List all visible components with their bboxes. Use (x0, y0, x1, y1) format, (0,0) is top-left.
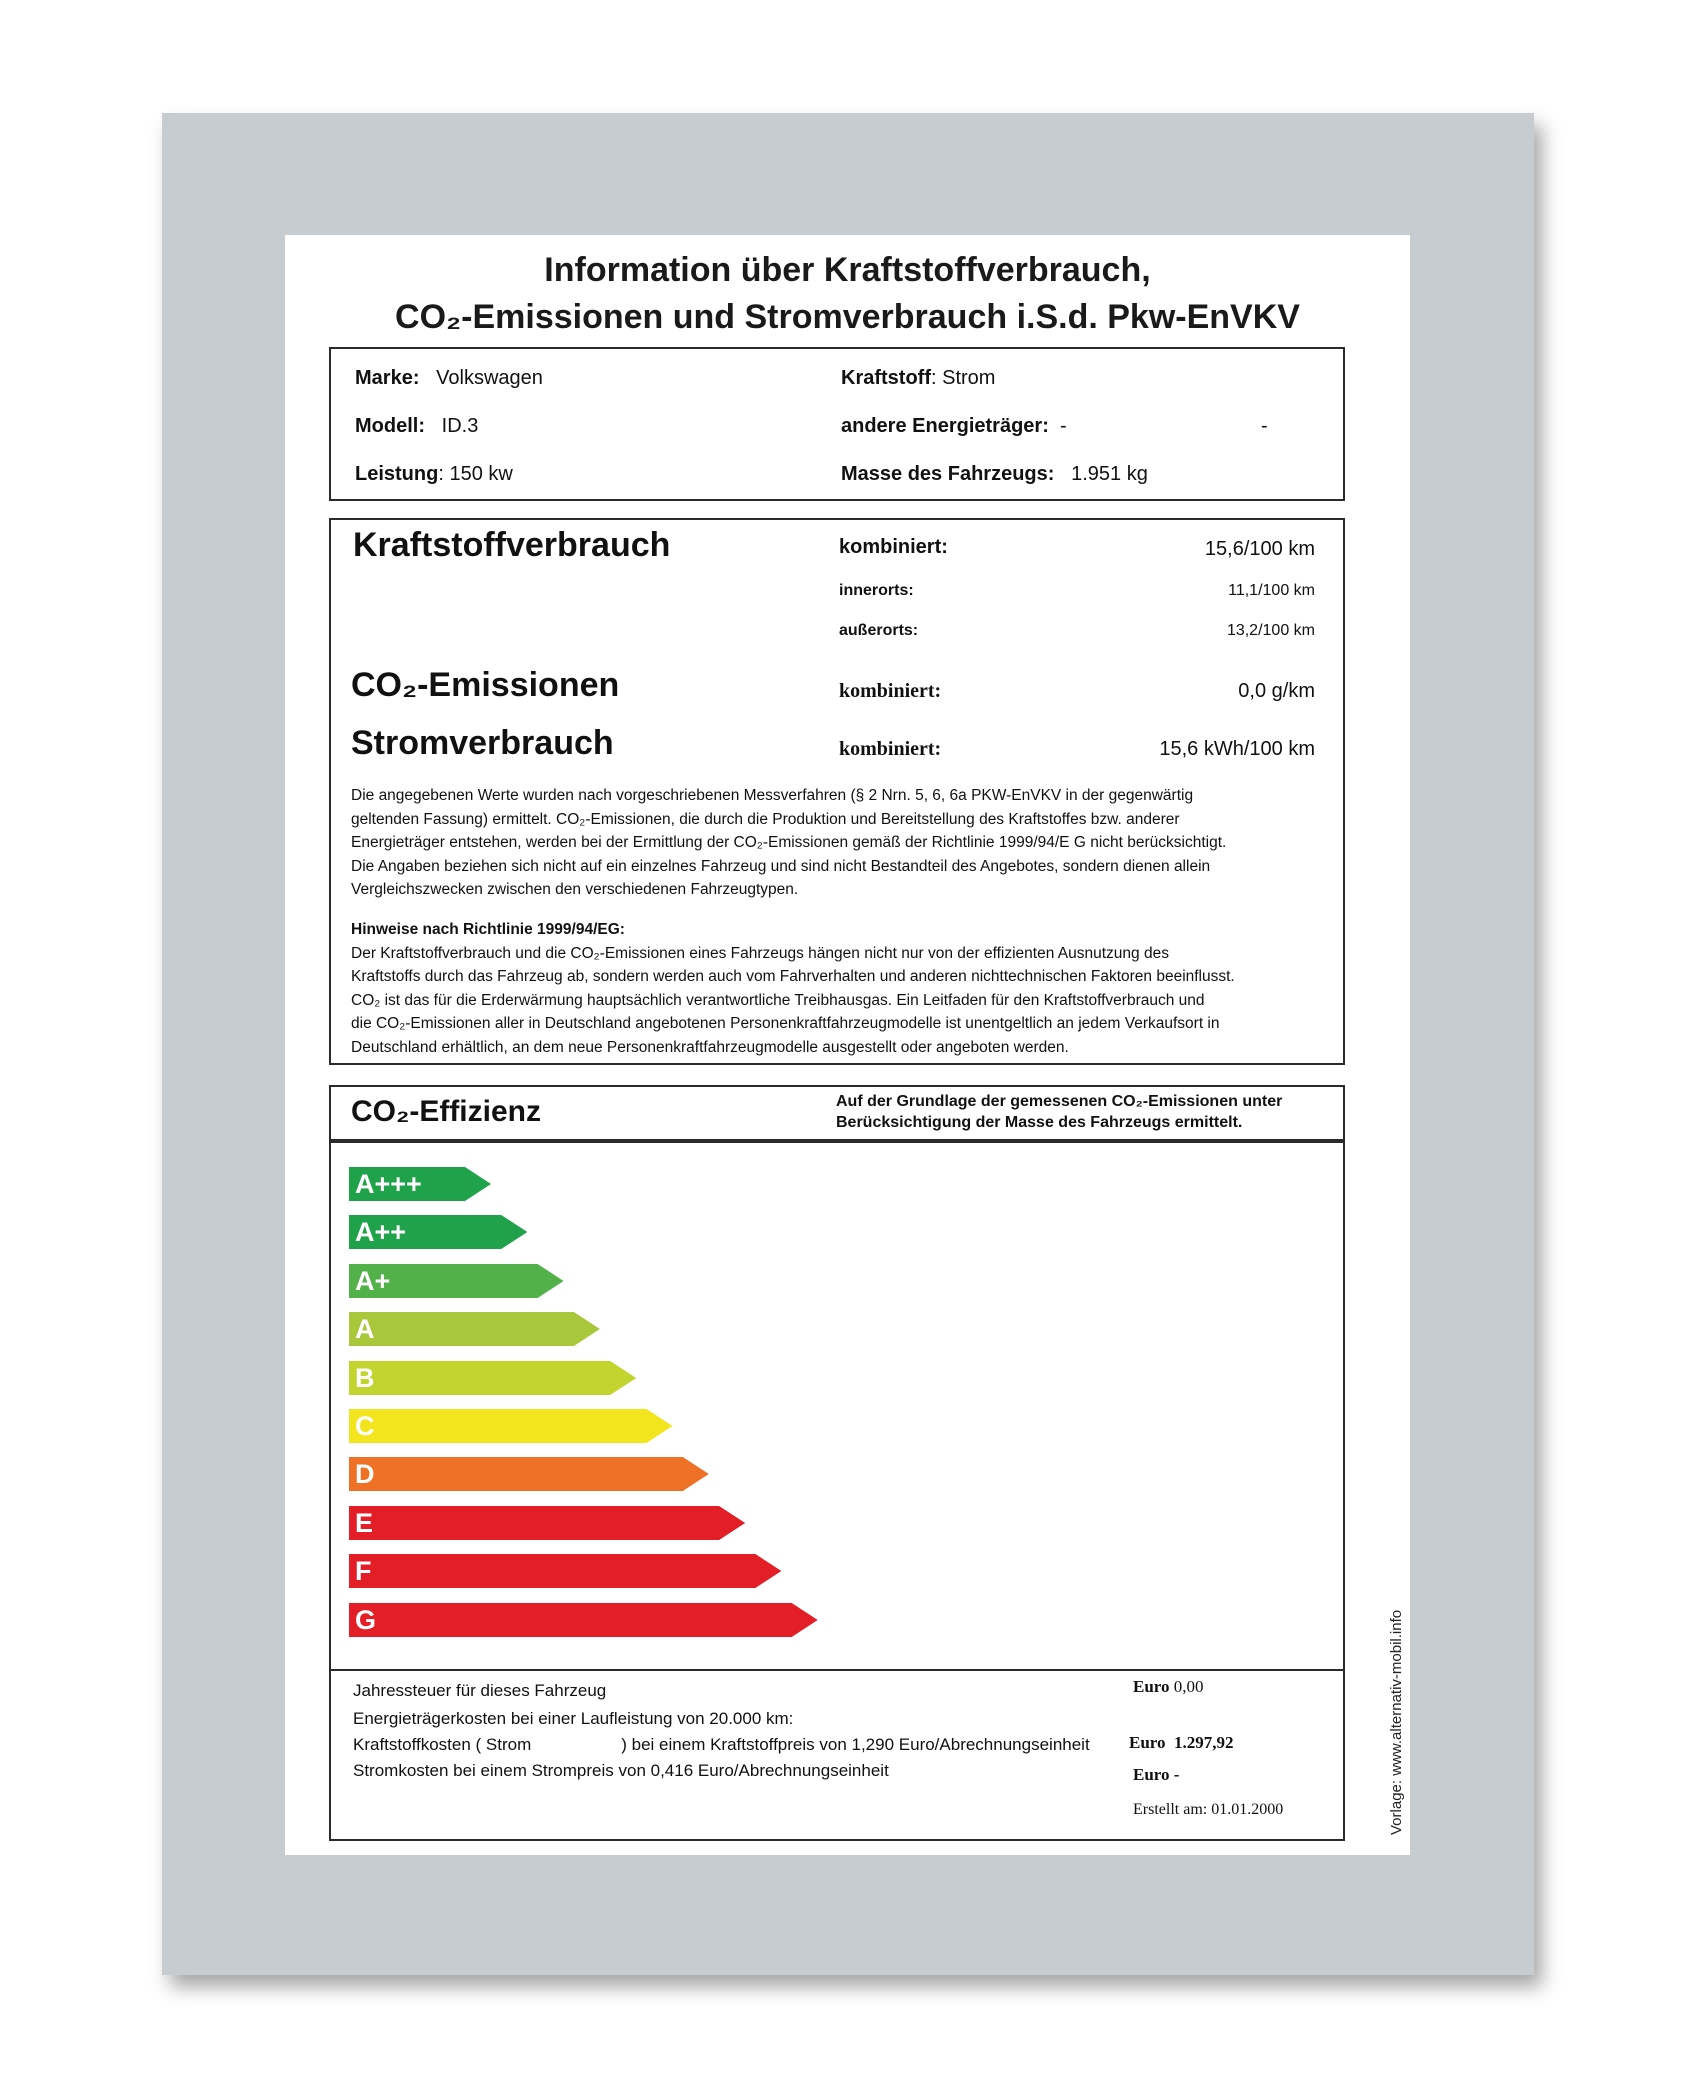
efficiency-arrow-shape (349, 1312, 600, 1346)
kraft-euro: Euro (1129, 1733, 1166, 1752)
note-line: Kraftstoffs durch das Fahrzeug ab, sondern werden auch vom Fahrverhalten und anderen nichttechnischen Faktoren beeinflusst. (351, 968, 1235, 985)
efficiency-class-b (349, 1361, 636, 1395)
kraftstoff-row (841, 367, 995, 390)
modell-row (355, 415, 478, 438)
efficiency-scale-box (329, 1141, 1345, 1671)
leistung-row (355, 463, 513, 486)
efficiency-class-aplusplusplus (349, 1167, 491, 1201)
efficiency-note-line-1: Auf der Grundlage der gemessenen CO₂-Emissionen unter (836, 1093, 1283, 1110)
kraftstoffkosten-label-b: ) bei einem Kraftstoffpreis von 1,290 Euro/Abrechnungseinheit (621, 1735, 1090, 1754)
ausserorts-label: außerorts: (839, 622, 919, 639)
efficiency-arrow-shape (349, 1603, 818, 1637)
efficiency-class-label: D (355, 1459, 375, 1490)
consumption-box (329, 518, 1345, 1065)
steuer-value: 0,00 (1173, 1677, 1204, 1696)
efficiency-arrow-fill (349, 1457, 709, 1491)
kraftstoffverbrauch-heading: Kraftstoffverbrauch (353, 526, 671, 564)
kraftstoff-label: Kraftstoff (841, 367, 931, 389)
kraft-value: 1.297,92 (1174, 1733, 1234, 1752)
modell-label: Modell: (355, 415, 425, 437)
steuer-euro: Euro (1133, 1677, 1170, 1696)
note-line: Die Angaben beziehen sich nicht auf ein einzelnes Fahrzeug und sind nicht Bestandteil des Angebotes, sondern dienen allein (351, 857, 1211, 875)
andere-value: - (1059, 415, 1067, 437)
kombiniert-value: 15,6/100 km (1204, 538, 1315, 560)
efficiency-class-label: B (355, 1362, 375, 1393)
costs-box (329, 1669, 1345, 1841)
leistung-label: Leistung (355, 463, 439, 485)
co2-kombiniert-label: kombiniert: (839, 680, 942, 702)
efficiency-class-label: A+ (355, 1265, 391, 1296)
marke-label: Marke: (355, 367, 420, 389)
kraftstoffkosten-label-a: Kraftstoffkosten ( Strom (353, 1735, 532, 1754)
note-line: Die angegebenen Werte wurden nach vorgeschriebenen Messverfahren (§ 2 Nrn. 5, 6, 6a PKW-EnVKV in der gegenwärtig (351, 787, 1194, 804)
kraftstoffkosten-amount (1129, 1733, 1234, 1753)
efficiency-note-line-2: Berücksichtigung der Masse des Fahrzeugs ermittelt. (836, 1114, 1243, 1131)
efficiency-class-label: G (355, 1604, 377, 1635)
note-line: Vergleichszwecken zwischen den verschiedenen Fahrzeugtypen. (351, 881, 799, 898)
efficiency-class-label: A (355, 1314, 375, 1345)
efficiency-class-aplus (349, 1264, 564, 1298)
efficiency-arrow-fill (349, 1361, 636, 1395)
note-line: die CO₂-Emissionen aller in Deutschland angebotenen Personenkraftfahrzeugmodelle ist unentgeltlich an jedem Verkaufsort in (351, 1015, 1220, 1032)
efficiency-class-label: E (355, 1507, 374, 1538)
hinweis-heading: Hinweise nach Richtlinie 1999/94/EG: (351, 921, 625, 938)
page-title (285, 247, 1410, 341)
strom-kombiniert-label: kombiniert: (839, 738, 942, 760)
efficiency-header-box (329, 1085, 1345, 1141)
co2-kombiniert-value: 0,0 g/km (1238, 680, 1315, 702)
efficiency-class-e (349, 1506, 745, 1540)
stromverbrauch-heading: Stromverbrauch (351, 724, 614, 762)
legal-paragraph-2 (351, 918, 1311, 1059)
note-line: CO₂ ist das für die Erderwärmung hauptsächlich verantwortliche Treibhausgas. Ein Leitfaden für den Kraftstoffverbrauch und (351, 991, 1205, 1009)
marke-value: Volkswagen (436, 367, 543, 389)
efficiency-arrow-fill (349, 1506, 745, 1540)
andere-value-2: - (1261, 415, 1268, 437)
efficiency-arrow-fill (349, 1409, 673, 1443)
efficiency-arrow-fill (349, 1603, 818, 1637)
kraftstoff-value: : Strom (931, 367, 996, 389)
efficiency-arrow-shape (349, 1554, 781, 1588)
co2-emissionen-heading: CO₂-Emissionen (351, 666, 620, 704)
erstellt-date: Erstellt am: 01.01.2000 (1133, 1801, 1284, 1818)
andere-row (841, 415, 1067, 438)
masse-value: 1.951 kg (1071, 463, 1148, 485)
energiekosten-label: Energieträgerkosten bei einer Laufleistung von 20.000 km: (353, 1709, 794, 1728)
note-line: geltenden Fassung) ermittelt. CO₂-Emissionen, die durch die Produktion und Bereitstellung des Kraftstoffes bzw. anderer (351, 810, 1180, 828)
efficiency-arrow-shape (349, 1457, 709, 1491)
jahressteuer-label: Jahressteuer für dieses Fahrzeug (353, 1681, 607, 1700)
title-line-1: Information über Kraftstoffverbrauch, (544, 251, 1151, 289)
andere-label: andere Energieträger: (841, 415, 1049, 437)
strom-kombiniert-value: 15,6 kWh/100 km (1159, 738, 1315, 760)
efficiency-arrow-shape (349, 1361, 636, 1395)
title-line-2: CO₂-Emissionen und Stromverbrauch i.S.d. Pkw-EnVKV (395, 298, 1300, 336)
leistung-value: : 150 kw (438, 463, 513, 485)
efficiency-class-label: F (355, 1556, 372, 1587)
masse-row (841, 463, 1148, 486)
kombiniert-label: kombiniert: (839, 536, 948, 558)
efficiency-arrow-shape (349, 1506, 745, 1540)
efficiency-class-g (349, 1603, 818, 1637)
efficiency-class-label: C (355, 1411, 375, 1441)
efficiency-class-aplusplus (349, 1215, 527, 1249)
efficiency-arrow-shape (349, 1409, 673, 1443)
note-line: Deutschland erhältlich, an dem neue Personenkraftfahrzeugmodelle ausgestellt oder angeboten werden. (351, 1038, 1069, 1056)
efficiency-class-label: A++ (355, 1217, 407, 1248)
efficiency-class-d (349, 1457, 709, 1491)
marke-row (355, 367, 543, 390)
co2-effizienz-heading: CO₂-Effizienz (351, 1095, 541, 1128)
ausserorts-value: 13,2/100 km (1226, 622, 1315, 639)
innerorts-label: innerorts: (839, 582, 914, 599)
jahressteuer-amount (1133, 1677, 1204, 1697)
efficiency-class-f (349, 1554, 781, 1588)
legal-paragraph-1 (351, 784, 1311, 902)
efficiency-arrow-fill (349, 1554, 781, 1588)
note-line: Der Kraftstoffverbrauch und die CO₂-Emissionen eines Fahrzeugs hängen nicht nur von der effizienten Ausnutzung des (351, 944, 1169, 962)
vorlage-credit: Vorlage: www.alternativ-mobil.info (1388, 1609, 1405, 1835)
vehicle-box (329, 347, 1345, 501)
masse-label: Masse des Fahrzeugs: (841, 463, 1055, 485)
stromkosten-amount: Euro - (1133, 1765, 1180, 1784)
kraftstoffkosten-row (353, 1735, 1090, 1755)
stromkosten-label: Stromkosten bei einem Strompreis von 0,416 Euro/Abrechnungseinheit (353, 1761, 889, 1780)
efficiency-class-a (349, 1312, 600, 1346)
label-sheet (285, 235, 1410, 1855)
efficiency-class-label: A+++ (355, 1169, 422, 1199)
efficiency-arrow-fill (349, 1312, 600, 1346)
efficiency-class-c (349, 1409, 673, 1443)
innerorts-value: 11,1/100 km (1228, 582, 1315, 599)
note-line: Energieträger entstehen, werden bei der Ermittlung der CO₂-Emissionen gemäß der Richtlinie 1999/94/E G nicht berücksichtigt. (351, 834, 1227, 851)
efficiency-note (836, 1091, 1282, 1133)
modell-value: ID.3 (441, 415, 479, 437)
